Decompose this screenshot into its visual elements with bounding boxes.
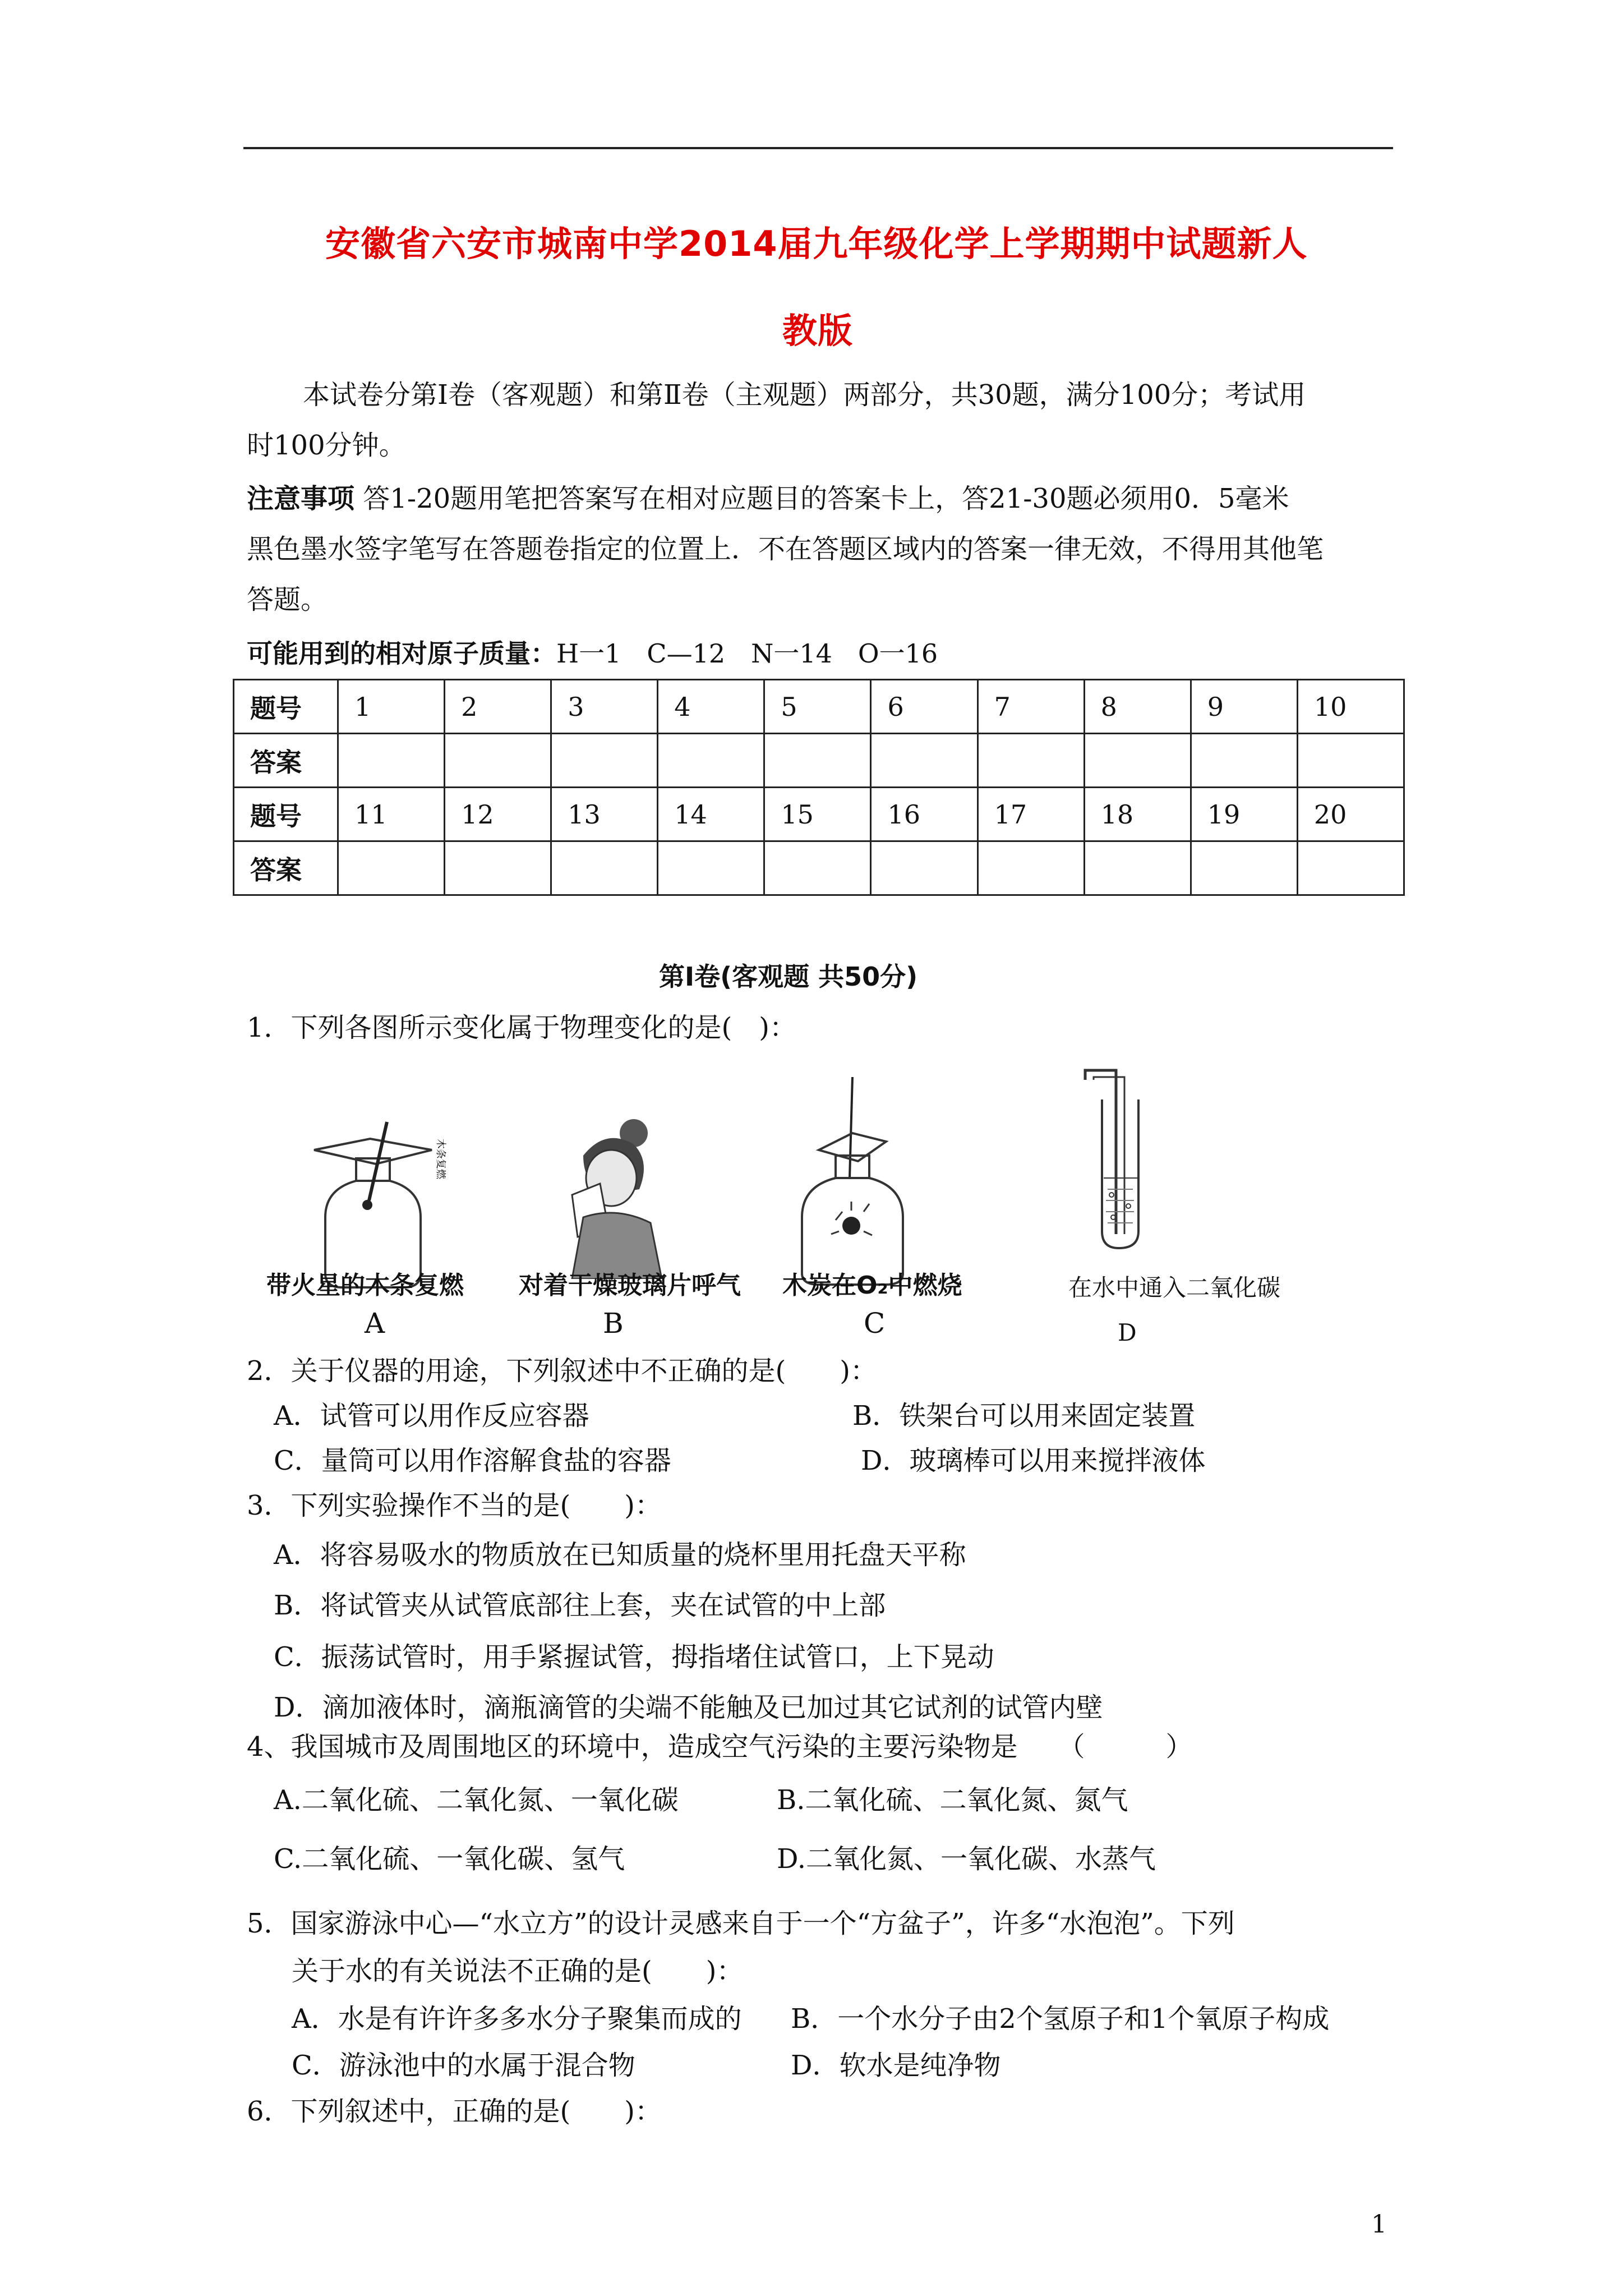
table-cell: 14 (658, 788, 764, 841)
answer-cell[interactable] (338, 734, 445, 788)
figure-c-jar-charcoal (780, 1077, 931, 1290)
answer-cell[interactable] (1297, 841, 1404, 895)
document-title-line1: 安徽省六安市城南中学2014届九年级化学上学期期中试题新人 (325, 223, 1308, 264)
header-rule (243, 147, 1393, 149)
q2-option-b: B．铁架台可以用来固定装置 (852, 1400, 1196, 1432)
answer-cell[interactable] (445, 734, 551, 788)
q5-stem-line1: 5．国家游泳中心—“水立方”的设计灵感来自于一个“方盆子”，许多“水泡泡”。下列 (247, 1908, 1235, 1939)
answer-table-row (234, 841, 1404, 895)
table-cell: 18 (1084, 788, 1191, 841)
q3-option-a: A．将容易吸水的物质放在已知质量的烧杯里用托盘天平称 (274, 1539, 966, 1571)
table-cell: 15 (764, 788, 871, 841)
table-cell: 16 (871, 788, 978, 841)
figure-d-caption: 在水中通入二氧化碳 (1068, 1274, 1281, 1301)
notice-line1 (247, 485, 1289, 512)
q6-stem: 6．下列叙述中，正确的是( )： (247, 2096, 662, 2127)
table-answer-label: 答案 (234, 734, 338, 788)
answer-cell[interactable] (551, 841, 658, 895)
answer-cell[interactable] (1191, 841, 1297, 895)
q5-stem-line2: 关于水的有关说法不正确的是( )： (292, 1955, 744, 1987)
table-cell: 9 (1191, 680, 1297, 734)
intro-line1: 本试卷分第Ⅰ卷（客观题）和第Ⅱ卷（主观题）两部分，共30题，满分100分；考试用 (303, 379, 1306, 411)
q5-option-a: A．水是有许许多多水分子聚集而成的 (292, 2003, 742, 2035)
q4-stem: 4、我国城市及周围地区的环境中，造成空气污染的主要污染物是 （ ） (247, 1731, 1193, 1763)
table-cell: 10 (1297, 680, 1404, 734)
intro-line2: 时100分钟。 (247, 430, 406, 461)
answer-cell[interactable] (764, 841, 871, 895)
q4-option-c: C.二氧化硫、一氧化碳、氢气 (274, 1843, 625, 1875)
figure-a-letter: A (365, 1307, 385, 1340)
notice-line2: 黑色墨水签字笔写在答题卷指定的位置上．不在答题区域内的答案一律无效，不得用其他笔 (247, 533, 1324, 565)
table-cell: 8 (1084, 680, 1191, 734)
q2-option-c: C．量筒可以用作溶解食盐的容器 (274, 1445, 671, 1476)
table-cell: 3 (551, 680, 658, 734)
answer-cell[interactable] (551, 734, 658, 788)
q4-option-d: D.二氧化氮、一氧化碳、水蒸气 (777, 1843, 1156, 1875)
q4-option-b: B.二氧化硫、二氧化氮、氮气 (777, 1784, 1128, 1816)
table-header-label: 题号 (234, 788, 338, 841)
table-cell: 12 (445, 788, 551, 841)
notice-line3: 答题。 (247, 584, 328, 615)
table-answer-label: 答案 (234, 841, 338, 895)
figure-a-inner-label: 木条复燃 (435, 1139, 446, 1179)
answer-cell[interactable] (871, 734, 978, 788)
q3-option-b: B．将试管夹从试管底部往上套，夹在试管的中上部 (274, 1590, 886, 1621)
answer-cell[interactable] (658, 841, 764, 895)
q4-option-a: A.二氧化硫、二氧化氮、一氧化碳 (274, 1784, 679, 1816)
q5-option-c: C．游泳池中的水属于混合物 (292, 2050, 635, 2081)
table-cell: 20 (1297, 788, 1404, 841)
answer-table-row (234, 788, 1404, 841)
answer-table-row (234, 734, 1404, 788)
answer-cell[interactable] (1297, 734, 1404, 788)
answer-table (233, 679, 1405, 896)
atomic-mass-values: H一1 C—12 N一14 O一16 (556, 638, 938, 669)
figure-d-letter: D (1118, 1319, 1137, 1346)
q3-stem: 3．下列实验操作不当的是( )： (247, 1490, 662, 1521)
table-cell: 19 (1191, 788, 1297, 841)
table-cell: 5 (764, 680, 871, 734)
answer-cell[interactable] (764, 734, 871, 788)
atomic-mass-line (247, 638, 938, 669)
page-number: 1 (1371, 2210, 1387, 2239)
answer-cell[interactable] (1084, 841, 1191, 895)
answer-cell[interactable] (1191, 734, 1297, 788)
atomic-mass-label: 可能用到的相对原子质量： (247, 638, 556, 669)
figure-d-test-tube (1077, 1066, 1178, 1251)
notice-label: 注意事项 (247, 483, 355, 514)
answer-cell[interactable] (978, 734, 1084, 788)
figure-b-letter: B (603, 1307, 624, 1340)
q3-option-c: C．振荡试管时，用手紧握试管，拇指堵住试管口，上下晃动 (274, 1641, 994, 1673)
answer-cell[interactable] (338, 841, 445, 895)
q5-option-d: D．软水是纯净物 (791, 2050, 1001, 2081)
figure-c-caption: 木炭在O₂中燃烧 (782, 1271, 962, 1300)
table-cell: 17 (978, 788, 1084, 841)
document-title-line2: 教版 (782, 310, 854, 351)
q2-option-d: D．玻璃棒可以用来搅拌液体 (861, 1445, 1206, 1476)
table-cell: 2 (445, 680, 551, 734)
notice-text1: 答1-20题用笔把答案写在相对应题目的答案卡上，答21-30题必须用0．5毫米 (363, 483, 1289, 514)
q2-option-a: A．试管可以用作反应容器 (274, 1400, 589, 1432)
answer-cell[interactable] (871, 841, 978, 895)
figure-c-letter: C (864, 1307, 886, 1340)
table-cell: 13 (551, 788, 658, 841)
answer-cell[interactable] (978, 841, 1084, 895)
table-cell: 6 (871, 680, 978, 734)
table-cell: 1 (338, 680, 445, 734)
table-header-label: 题号 (234, 680, 338, 734)
answer-table-row (234, 680, 1404, 734)
table-cell: 4 (658, 680, 764, 734)
figure-a-caption: 带火星的木条复燃 (266, 1271, 464, 1300)
section1-title: 第Ⅰ卷(客观题 共50分) (659, 961, 918, 992)
q3-option-d: D．滴加液体时，滴瓶滴管的尖端不能触及已加过其它试剂的试管内壁 (274, 1692, 1103, 1723)
table-cell: 11 (338, 788, 445, 841)
answer-cell[interactable] (1084, 734, 1191, 788)
answer-cell[interactable] (658, 734, 764, 788)
figure-b-girl-breathing (538, 1111, 684, 1279)
table-cell: 7 (978, 680, 1084, 734)
answer-cell[interactable] (445, 841, 551, 895)
q1-stem: 1．下列各图所示变化属于物理变化的是( )： (247, 1012, 796, 1043)
figure-b-caption: 对着干燥玻璃片呼气 (519, 1271, 741, 1300)
q2-stem: 2．关于仪器的用途，下列叙述中不正确的是( )： (247, 1355, 877, 1387)
q5-option-b: B．一个水分子由2个氢原子和1个氧原子构成 (791, 2003, 1330, 2035)
